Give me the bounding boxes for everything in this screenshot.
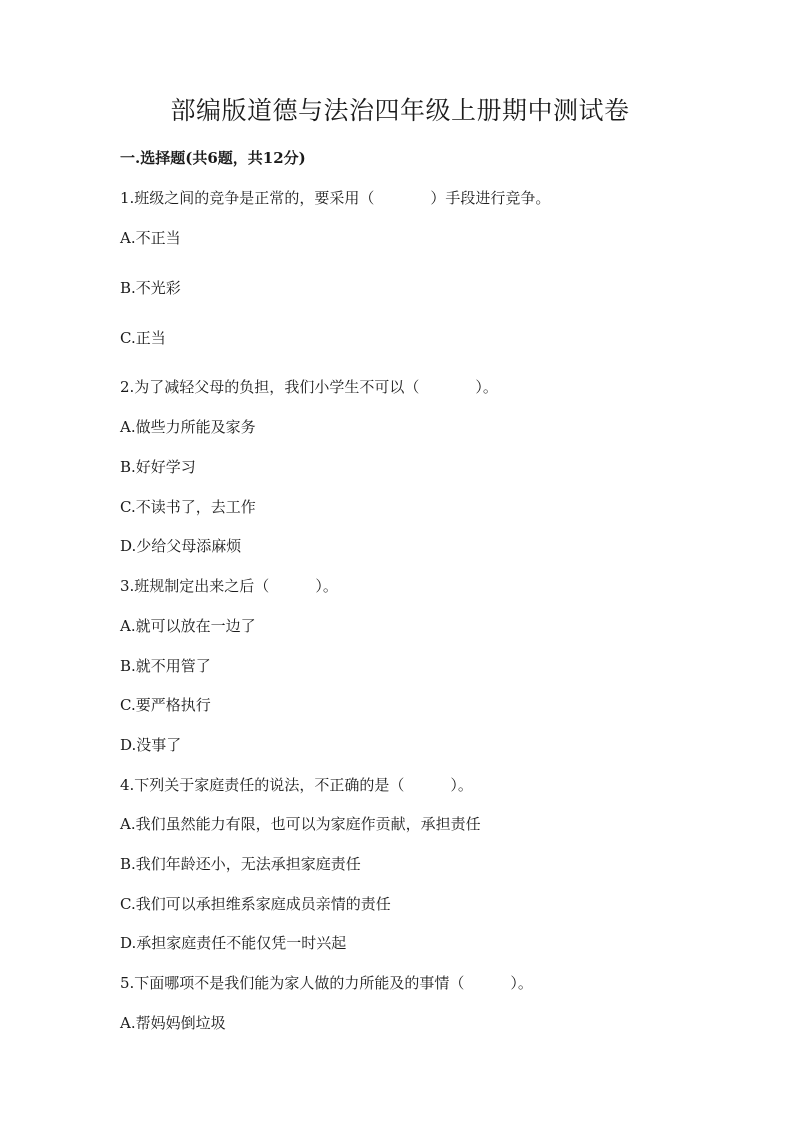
question-stem-text: ）。 [450, 776, 473, 794]
page-title: 部编版道德与法治四年级上册期中测试卷 [170, 96, 630, 125]
option-item: C.我们可以承担维系家庭成员亲情的责任 [120, 895, 391, 913]
question-stem-text: ）。 [510, 974, 533, 992]
question-stem-text: 4.下列关于家庭责任的说法，不正确的是（ [120, 776, 405, 794]
question-stem-text: ）手段进行竞争。 [430, 189, 551, 207]
option-item: D.没事了 [120, 736, 182, 754]
option-item: C.要严格执行 [120, 696, 211, 714]
option-item: A.做些力所能及家务 [120, 418, 256, 436]
question-stem-text: 1.班级之间的竞争是正常的，要采用（ [120, 189, 375, 207]
question-stem [120, 774, 473, 796]
question-stem-text: ）。 [475, 378, 498, 396]
question-stem-text: ）。 [315, 577, 338, 595]
question-stem [120, 575, 338, 597]
question-stem-text: 2.为了减轻父母的负担，我们小学生不可以（ [120, 378, 420, 396]
option-item: B.不光彩 [120, 279, 181, 297]
option-item: A.我们虽然能力有限，也可以为家庭作贡献，承担责任 [120, 815, 481, 833]
section-heading: 一.选择题(共6题，共12分) [120, 149, 306, 167]
option-item: D.少给父母添麻烦 [120, 537, 242, 555]
option-item: A.就可以放在一边了 [120, 617, 256, 635]
option-item: B.我们年龄还小，无法承担家庭责任 [120, 855, 361, 873]
question-stem-text: 5.下面哪项不是我们能为家人做的力所能及的事情（ [120, 974, 465, 992]
option-item: C.正当 [120, 329, 166, 347]
question-stem-text: 3.班规制定出来之后（ [120, 577, 270, 595]
option-item: B.就不用管了 [120, 657, 211, 675]
option-item: A.不正当 [120, 229, 181, 247]
option-item: B.好好学习 [120, 458, 196, 476]
option-item: D.承担家庭责任不能仅凭一时兴起 [120, 934, 347, 952]
question-stem [120, 376, 498, 398]
option-item: C.不读书了，去工作 [120, 498, 256, 516]
question-stem [120, 972, 533, 994]
question-stem [120, 187, 550, 209]
option-item: A.帮妈妈倒垃圾 [120, 1014, 226, 1032]
